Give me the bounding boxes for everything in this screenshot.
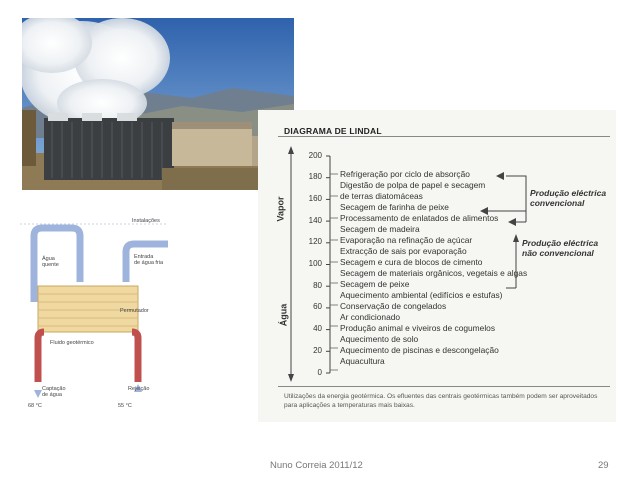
capture-temperature: 68 °C (28, 403, 42, 409)
tick-160: 160 (308, 194, 322, 203)
application-item: Aquecimento de piscinas e descongelação (340, 345, 499, 355)
tick-200: 200 (308, 151, 322, 160)
label-nonconventional-power (522, 238, 598, 258)
label-nonconventional-line1: Produção eléctrica (522, 238, 599, 248)
application-item: Extracção de sais por evaporação (340, 246, 467, 256)
label-nonconventional-line2: não convencional (522, 248, 594, 258)
cold-water-inlet-line1: Entrada (134, 254, 154, 260)
installations-label: Instalações (132, 218, 160, 224)
label-conventional-line2: convencional (530, 198, 585, 208)
hot-water-label-line1: Água (42, 256, 55, 262)
application-item: Digestão de polpa de papel e secagem (340, 180, 486, 190)
label-conventional-line1: Produção eléctrica (530, 188, 607, 198)
lindal-diagram-title: DIAGRAMA DE LINDAL (284, 126, 382, 136)
page-number: 29 (598, 460, 609, 471)
lindal-diagram-panel (258, 110, 616, 422)
hot-water-label (42, 256, 59, 268)
application-item: Aquacultura (340, 356, 385, 366)
application-item: Refrigeração por ciclo de absorção (340, 169, 470, 179)
figure-caption: Utilizações da energia geotérmica. Os efluentes das centrais geotérmicas também podem ser aproveitados para aplicações a temperaturas mais baixas. (284, 393, 598, 409)
application-item: Secagem e cura de blocos de cimento (340, 257, 483, 267)
application-item: Ar condicionado (340, 312, 401, 322)
caption-rule (278, 386, 610, 387)
axis-label-agua: Água (278, 303, 289, 327)
footer-author: Nuno Correia 2011/12 (270, 460, 363, 471)
tick-20: 20 (313, 346, 322, 355)
application-item: Secagem de farinha de peixe (340, 202, 449, 212)
rejection-label: Rejeição (128, 386, 150, 392)
tick-120: 120 (308, 237, 322, 246)
reject-temperature: 55 °C (118, 403, 132, 409)
application-item: Evaporação na refinação de açúcar (340, 235, 473, 245)
application-item: Processamento de enlatados de alimentos (340, 213, 499, 223)
application-item: Aquecimento ambiental (edifícios e estufas) (340, 290, 503, 300)
tick-0: 0 (317, 368, 322, 377)
cold-water-inlet-line2: de água fria (134, 260, 164, 266)
application-item: de terras diatomáceas (340, 191, 423, 201)
heat-exchanger-label: Permutador (120, 308, 149, 314)
water-capture-line2: de água (42, 392, 62, 398)
axis-label-vapor: Vapor (275, 196, 286, 222)
water-capture-line1: Captação (42, 386, 66, 392)
geothermal-fluid-label: Fluido geotérmico (50, 340, 94, 346)
tick-100: 100 (308, 259, 322, 268)
hot-water-label-line2: quente (42, 262, 59, 268)
label-conventional-power (530, 188, 606, 208)
application-item: Produção animal e viveiros de cogumelos (340, 323, 496, 333)
cold-water-inlet-label (134, 254, 163, 266)
geothermal-plant-image (22, 18, 294, 190)
geothermal-plant-photo (22, 18, 294, 190)
tick-140: 140 (308, 216, 322, 225)
tick-80: 80 (313, 281, 322, 290)
application-item: Secagem de peixe (340, 279, 410, 289)
application-item: Secagem de madeira (340, 224, 420, 234)
tick-180: 180 (308, 172, 322, 181)
application-item: Aquecimento de solo (340, 334, 419, 344)
water-capture-label (42, 386, 66, 398)
application-item: Conservação de congelados (340, 301, 447, 311)
application-item: Secagem de materiais orgânicos, vegetais e algas (340, 268, 528, 278)
heat-exchanger-diagram (20, 212, 168, 412)
tick-60: 60 (313, 302, 322, 311)
tick-40: 40 (313, 324, 322, 333)
